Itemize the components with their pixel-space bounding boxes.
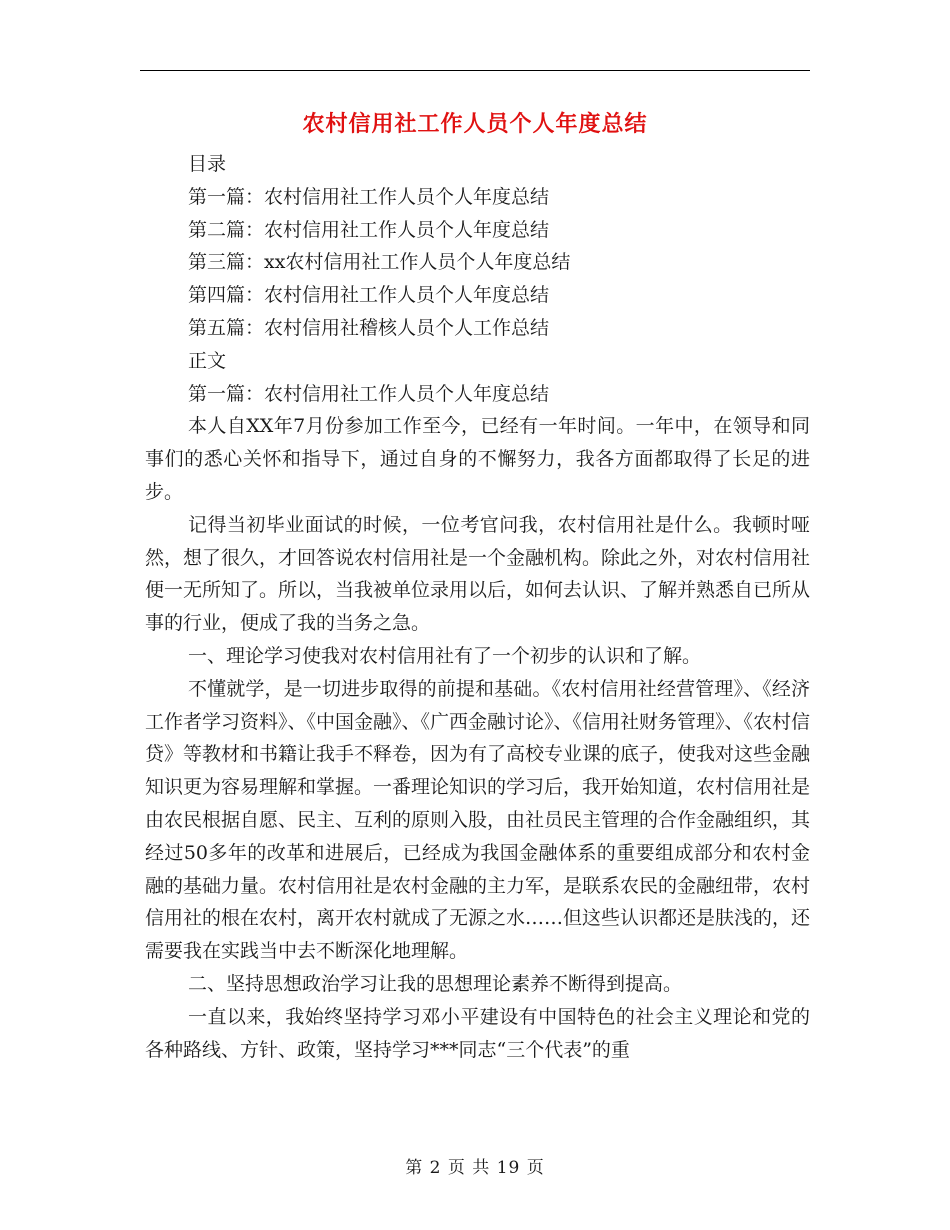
section-heading: 二、坚持思想政治学习让我的思想理论素养不断得到提高。 xyxy=(188,972,683,995)
section-heading: 一、理论学习使我对农村信用社有了一个初步的认识和了解。 xyxy=(188,644,702,667)
page-number: 第 2 页 共 19 页 xyxy=(405,1158,545,1178)
paragraph: 本人自XX年7月份参加工作至今，已经有一年时间。一年中，在领导和同事们的悉心关怀和指导下，通过自身的不懈努力，我各方面都取得了长足的进步。 xyxy=(145,415,810,503)
toc-item: 第五篇：农村信用社稽核人员个人工作总结 xyxy=(188,316,550,339)
paragraph: 记得当初毕业面试的时候，一位考官问我，农村信用社是什么。我顿时哑然，想了很久，才回答说农村信用社是一个金融机构。除此之外，对农村信用社便一无所知了。所以，当我被单位录用以后，如何去认识、了解并熟悉自已所从事的行业，便成了我的当务之急。 xyxy=(145,513,811,635)
toc-item: 第二篇：农村信用社工作人员个人年度总结 xyxy=(188,218,550,241)
body-heading: 正文 xyxy=(188,349,227,372)
chapter-heading: 第一篇：农村信用社工作人员个人年度总结 xyxy=(188,382,550,405)
toc-heading: 目录 xyxy=(188,153,227,175)
toc-item: 第一篇：农村信用社工作人员个人年度总结 xyxy=(188,185,550,208)
toc-item: 第三篇：xx农村信用社工作人员个人年度总结 xyxy=(188,251,571,274)
toc-item: 第四篇：农村信用社工作人员个人年度总结 xyxy=(188,284,550,307)
document-title: 农村信用社工作人员个人年度总结 xyxy=(302,111,648,137)
header-rule xyxy=(140,70,810,71)
paragraph: 不懂就学，是一切进步取得的前提和基础。《农村信用社经营管理》、《经济工作者学习资料》、《中国金融》、《广西金融讨论》、《信用社财务管理》、《农村信贷》等教材和书籍让我手不释卷，因为有了高校专业课的底子，使我对这些金融知识更为容易理解和掌握。一番理论知识的学习后，我开始知道，农村信用社是由农民根据自愿、民主、互利的原则入股，由社员民主管理的合作金融组织，其经过50多年的改革和进展后，已经成为我国金融体系的重要组成部分和农村金融的基础力量。农村信用社是农村金融的主力军，是联系农民的金融纽带，农村信用社的根在农村，离开农村就成了无源之水……但这些认识都还是肤浅的，还需要我在实践当中去不断深化地理解。 xyxy=(145,677,811,963)
document-body xyxy=(145,148,810,1066)
paragraph: 一直以来，我始终坚持学习邓小平建设有中国特色的社会主义理论和党的各种路线、方针、政策，坚持学习***同志“三个代表”的重 xyxy=(145,1005,810,1061)
